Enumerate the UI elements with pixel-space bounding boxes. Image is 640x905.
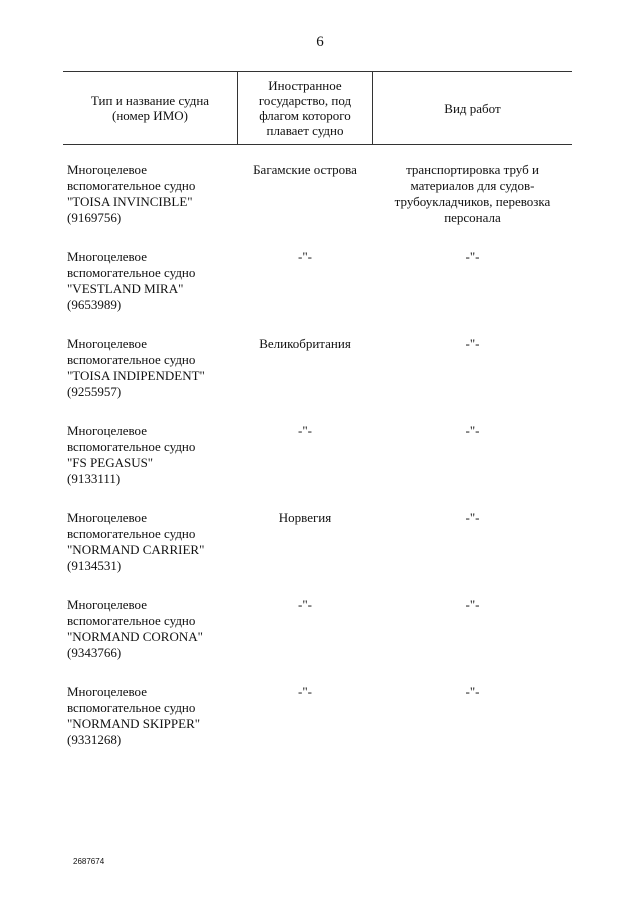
header-vessel-type: Тип и название судна (номер ИМО) [90, 93, 210, 123]
flag-cell: -"- [298, 423, 312, 438]
table-row [63, 597, 572, 684]
work-cell: -"- [465, 423, 480, 438]
work-cell: -"- [465, 510, 480, 525]
table-row [63, 684, 572, 771]
flag-cell: Багамские острова [253, 162, 357, 177]
table-header [63, 71, 572, 145]
document-code: 2687674 [73, 857, 105, 866]
table-row [63, 162, 572, 249]
table-row [63, 336, 572, 423]
work-cell: -"- [465, 249, 480, 264]
vessel-cell: Многоцелевое вспомогательное судно "NORMAND CARRIER" (9134531) [67, 510, 205, 573]
table-row [63, 423, 572, 510]
vessel-cell: Многоцелевое вспомогательное судно "TOISA INDIPENDENT" (9255957) [67, 336, 205, 399]
work-cell: -"- [465, 336, 480, 351]
vessel-cell: Многоцелевое вспомогательное судно "NORMAND CORONA" (9343766) [67, 597, 203, 660]
vessel-cell: Многоцелевое вспомогательное судно "VESTLAND MIRA" (9653989) [67, 249, 196, 312]
vessel-cell: Многоцелевое вспомогательное судно "FS PEGASUS" (9133111) [67, 423, 196, 486]
page-number: 6 [316, 34, 324, 50]
flag-cell: Норвегия [278, 510, 332, 525]
flag-cell: -"- [298, 597, 312, 612]
header-work-type: Вид работ [444, 100, 501, 116]
flag-cell: -"- [298, 249, 312, 264]
header-flag-state: Иностранное государство, под флагом которого плавает судно [237, 72, 373, 144]
flag-cell: Великобритания [259, 336, 351, 351]
table-row [63, 510, 572, 597]
table-row [63, 249, 572, 336]
flag-cell: -"- [298, 684, 312, 699]
vessel-cell: Многоцелевое вспомогательное судно "TOISA INVINCIBLE" (9169756) [67, 162, 196, 225]
vessel-cell: Многоцелевое вспомогательное судно "NORMAND SKIPPER" (9331268) [67, 684, 201, 747]
work-cell: -"- [465, 684, 480, 699]
work-cell: -"- [465, 597, 480, 612]
work-cell: транспортировка труб и материалов для судов- трубоукладчиков, перевозка персонала [394, 162, 551, 225]
table-body [63, 162, 572, 771]
